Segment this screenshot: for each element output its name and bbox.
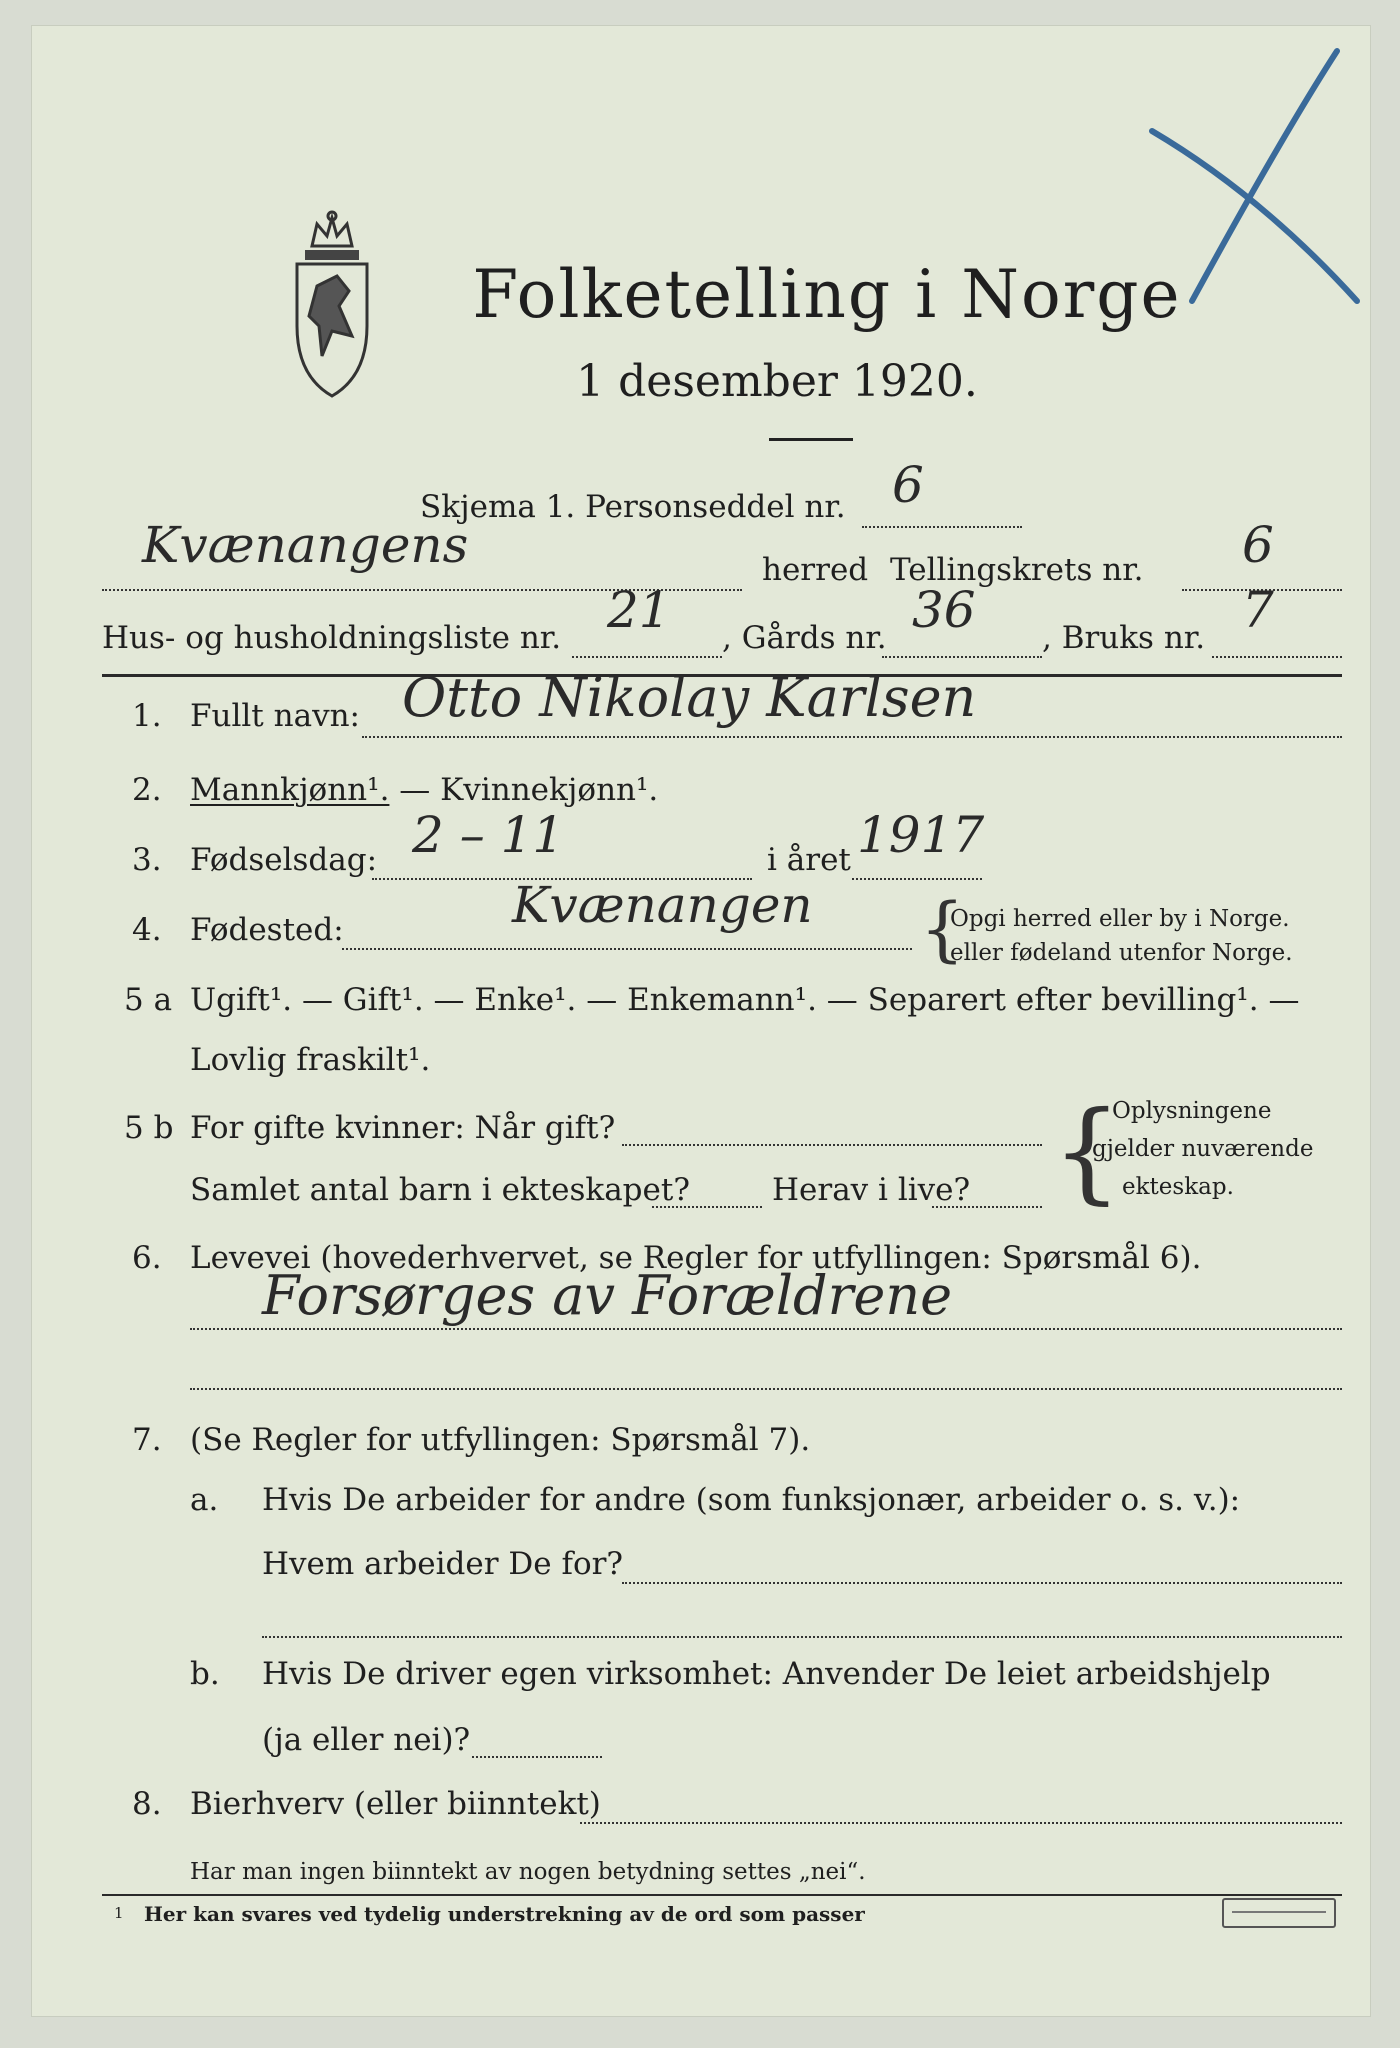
q7a-employer-label: Hvem arbeider De for? (262, 1546, 624, 1582)
q3-year-label: i året (767, 842, 851, 878)
q7-label: (Se Regler for utfyllingen: Spørsmål 7). (190, 1422, 811, 1458)
birthday-value[interactable]: 2 – 11 (412, 806, 565, 864)
birthplace-note-line1: Opgi herred eller by i Norge. (950, 906, 1290, 932)
occupation-field-line-1 (190, 1328, 1342, 1330)
q7b-letter: b. (190, 1656, 220, 1692)
children-count-field-line (652, 1206, 762, 1208)
tellingskrets-label: Tellingskrets nr. (890, 552, 1144, 588)
birthplace-value[interactable]: Kvænangen (512, 876, 813, 934)
marriage-note-line2: gjelder nuværende (1092, 1136, 1314, 1162)
sex-male-option[interactable]: Mannkjønn¹. (190, 772, 390, 808)
herred-label: herred (762, 552, 869, 588)
marriage-note-brace: { (1052, 1087, 1122, 1215)
q5a-number: 5 a (124, 982, 173, 1018)
full-name-field-line (362, 736, 1342, 738)
marriage-note-line1: Oplysningene (1112, 1098, 1272, 1124)
footnote-mark: 1 (114, 1904, 124, 1922)
hus-label: Hus- og husholdningsliste nr. (102, 620, 562, 656)
gards-label: , Gårds nr. (722, 620, 887, 656)
coat-of-arms-icon (277, 206, 387, 406)
q6-number: 6. (132, 1240, 162, 1276)
bruks-field-line (1212, 656, 1342, 658)
q5b-children-label: Samlet antal barn i ekteskapet? (190, 1172, 690, 1208)
bruks-nr-value[interactable]: 7 (1242, 581, 1274, 639)
q2-number: 2. (132, 772, 162, 808)
when-married-field-line (622, 1144, 1042, 1146)
occupation-field-line-2 (190, 1388, 1342, 1390)
occupation-value[interactable]: Forsørges av Forældrene (262, 1264, 953, 1327)
census-form-page (32, 26, 1370, 2016)
birthplace-note-line2: eller fødeland utenfor Norge. (950, 940, 1293, 966)
q5b-alive-label: Herav i live? (772, 1172, 971, 1208)
hus-nr-value[interactable]: 21 (607, 581, 671, 639)
q6-label: Levevei (hovederhvervet, se Regler for utfyllingen: Spørsmål 6). (190, 1240, 1202, 1276)
q7b-yes-no-label: (ja eller nei)? (262, 1722, 471, 1758)
gards-nr-value[interactable]: 36 (912, 581, 976, 639)
q1-label: Fullt navn: (190, 698, 360, 734)
footnote-divider (102, 1894, 1342, 1896)
q8-number: 8. (132, 1786, 162, 1822)
q5b-number: 5 b (124, 1110, 174, 1146)
sex-options (190, 772, 658, 808)
q7a-question: Hvis De arbeider for andre (som funksjonær, arbeider o. s. v.): (262, 1482, 1241, 1518)
printer-stamp (1222, 1898, 1336, 1928)
marital-status-options[interactable]: Ugift¹. — Gift¹. — Enke¹. — Enkemann¹. — Separert efter bevilling¹. — (190, 982, 1300, 1018)
q5b-when-married-label: For gifte kvinner: Når gift? (190, 1110, 616, 1146)
sex-female-option[interactable]: — Kvinnekjønn¹. (389, 772, 659, 808)
birth-year-field-line (852, 878, 982, 880)
marital-status-divorced-option[interactable]: Lovlig fraskilt¹. (190, 1042, 431, 1078)
children-alive-field-line (932, 1206, 1042, 1208)
birth-year-value[interactable]: 1917 (857, 806, 985, 864)
side-income-note: Har man ingen biinntekt av nogen betydning settes „nei“. (190, 1859, 866, 1885)
footnote-text: Her kan svares ved tydelig understrekning av de ord som passer (144, 1902, 865, 1926)
q4-number: 4. (132, 912, 162, 948)
side-income-field-line (580, 1822, 1342, 1824)
employer-field-line-2 (262, 1636, 1342, 1638)
personseddel-nr-value[interactable]: 6 (892, 456, 924, 514)
employer-field-line-1 (622, 1582, 1342, 1584)
q3-label: Fødselsdag: (190, 842, 378, 878)
q4-label: Fødested: (190, 912, 344, 948)
personseddel-field-line (862, 526, 1022, 528)
q7-number: 7. (132, 1422, 162, 1458)
census-date: 1 desember 1920. (576, 356, 978, 407)
gards-field-line (882, 656, 1042, 658)
full-name-value[interactable]: Otto Nikolay Karlsen (402, 666, 977, 729)
title-divider (769, 438, 853, 441)
skjema-label: Skjema 1. Personseddel nr. (420, 489, 846, 525)
birthplace-field-line (342, 948, 912, 950)
birthplace-note-brace: { (920, 888, 965, 970)
page-title: Folketelling i Norge (472, 256, 1182, 333)
q8-label: Bierhverv (eller biinntekt) (190, 1786, 601, 1822)
q7b-question: Hvis De driver egen virksomhet: Anvender De leiet arbeidshjelp (262, 1656, 1271, 1692)
q1-number: 1. (132, 698, 162, 734)
tellingskrets-nr-value[interactable]: 6 (1242, 516, 1274, 574)
hired-help-field-line (472, 1756, 602, 1758)
q3-number: 3. (132, 842, 162, 878)
q7a-letter: a. (190, 1482, 219, 1518)
herred-value[interactable]: Kvænangens (142, 516, 469, 574)
bruks-label: , Bruks nr. (1042, 620, 1206, 656)
hus-field-line (572, 656, 722, 658)
marriage-note-line3: ekteskap. (1122, 1174, 1234, 1200)
